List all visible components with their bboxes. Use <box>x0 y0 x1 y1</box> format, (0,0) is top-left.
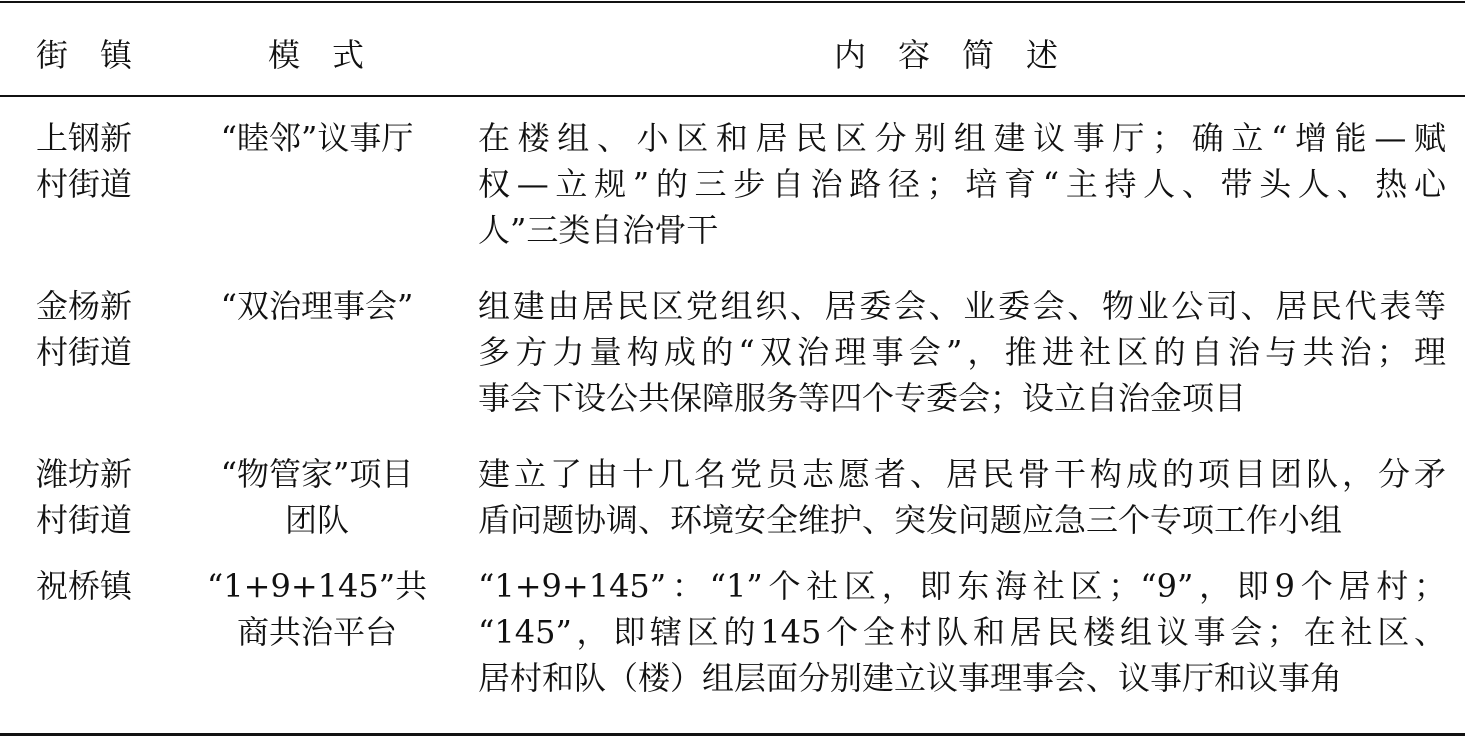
table-bottom-rule <box>0 733 1465 736</box>
mode-line: 商共治平台 <box>236 613 397 651</box>
town-line: 村街道 <box>36 333 133 371</box>
header-mode: 模 式 <box>268 36 365 74</box>
header-town: 街 镇 <box>36 36 133 74</box>
description-line: 建立了由十几名党员志愿者、居民骨干构成的项目团队，分矛 <box>478 455 1446 493</box>
town-line: 上钢新 <box>36 119 133 157</box>
description-line: “1+9+145”：“1”个社区，即东海社区；“9”，即9个居村； <box>478 567 1446 605</box>
table-row-4-town <box>36 563 156 609</box>
description-line: 居村和队（楼）组层面分别建立议事理事会、议事厅和议事角 <box>478 659 1343 697</box>
description-line: 事会下设公共保障服务等四个专委会；设立自治金项目 <box>478 379 1247 417</box>
description-line: 多方力量构成的“双治理事会”，推进社区的自治与共治；理 <box>478 333 1446 371</box>
table-row-3-mode <box>192 451 442 543</box>
description-line: 人”三类自治骨干 <box>478 211 719 249</box>
town-line: 村街道 <box>36 165 133 203</box>
table-row-4-mode <box>192 563 442 655</box>
mode-line: 团队 <box>284 501 349 539</box>
description-line: “145”，即辖区的145个全村队和居民楼组议事会；在社区、 <box>478 613 1446 651</box>
table-row-3-town <box>36 451 156 543</box>
description-line: 组建由居民区党组织、居委会、业委会、物业公司、居民代表等 <box>478 287 1446 325</box>
table-top-rule <box>0 1 1465 3</box>
mode-line: “1+9+145”共 <box>206 567 428 605</box>
table-row-4-description <box>478 563 1446 701</box>
description-line: 在楼组、小区和居民区分别组建议事厅；确立“增能—赋 <box>478 119 1446 157</box>
header-rule <box>0 95 1465 97</box>
table-row-2-mode <box>192 283 442 329</box>
table-row-1-town <box>36 115 156 207</box>
table-row-2-town <box>36 283 156 375</box>
town-line: 村街道 <box>36 501 133 539</box>
mode-line: “双治理事会” <box>220 287 414 325</box>
description-line: 盾问题协调、环境安全维护、突发问题应急三个专项工作小组 <box>478 501 1343 539</box>
table-row-1-description <box>478 115 1446 253</box>
mode-line: “物管家”项目 <box>220 455 414 493</box>
table-row-3-description <box>478 451 1446 543</box>
town-line: 金杨新 <box>36 287 133 325</box>
header-description: 内 容 简 述 <box>834 36 1059 74</box>
town-line: 祝桥镇 <box>36 567 133 605</box>
table-row-2-description <box>478 283 1446 421</box>
description-line: 权—立规”的三步自治路径；培育“主持人、带头人、热心 <box>478 165 1446 203</box>
mode-line: “睦邻”议事厅 <box>220 119 414 157</box>
town-line: 潍坊新 <box>36 455 133 493</box>
table-row-1-mode <box>192 115 442 161</box>
